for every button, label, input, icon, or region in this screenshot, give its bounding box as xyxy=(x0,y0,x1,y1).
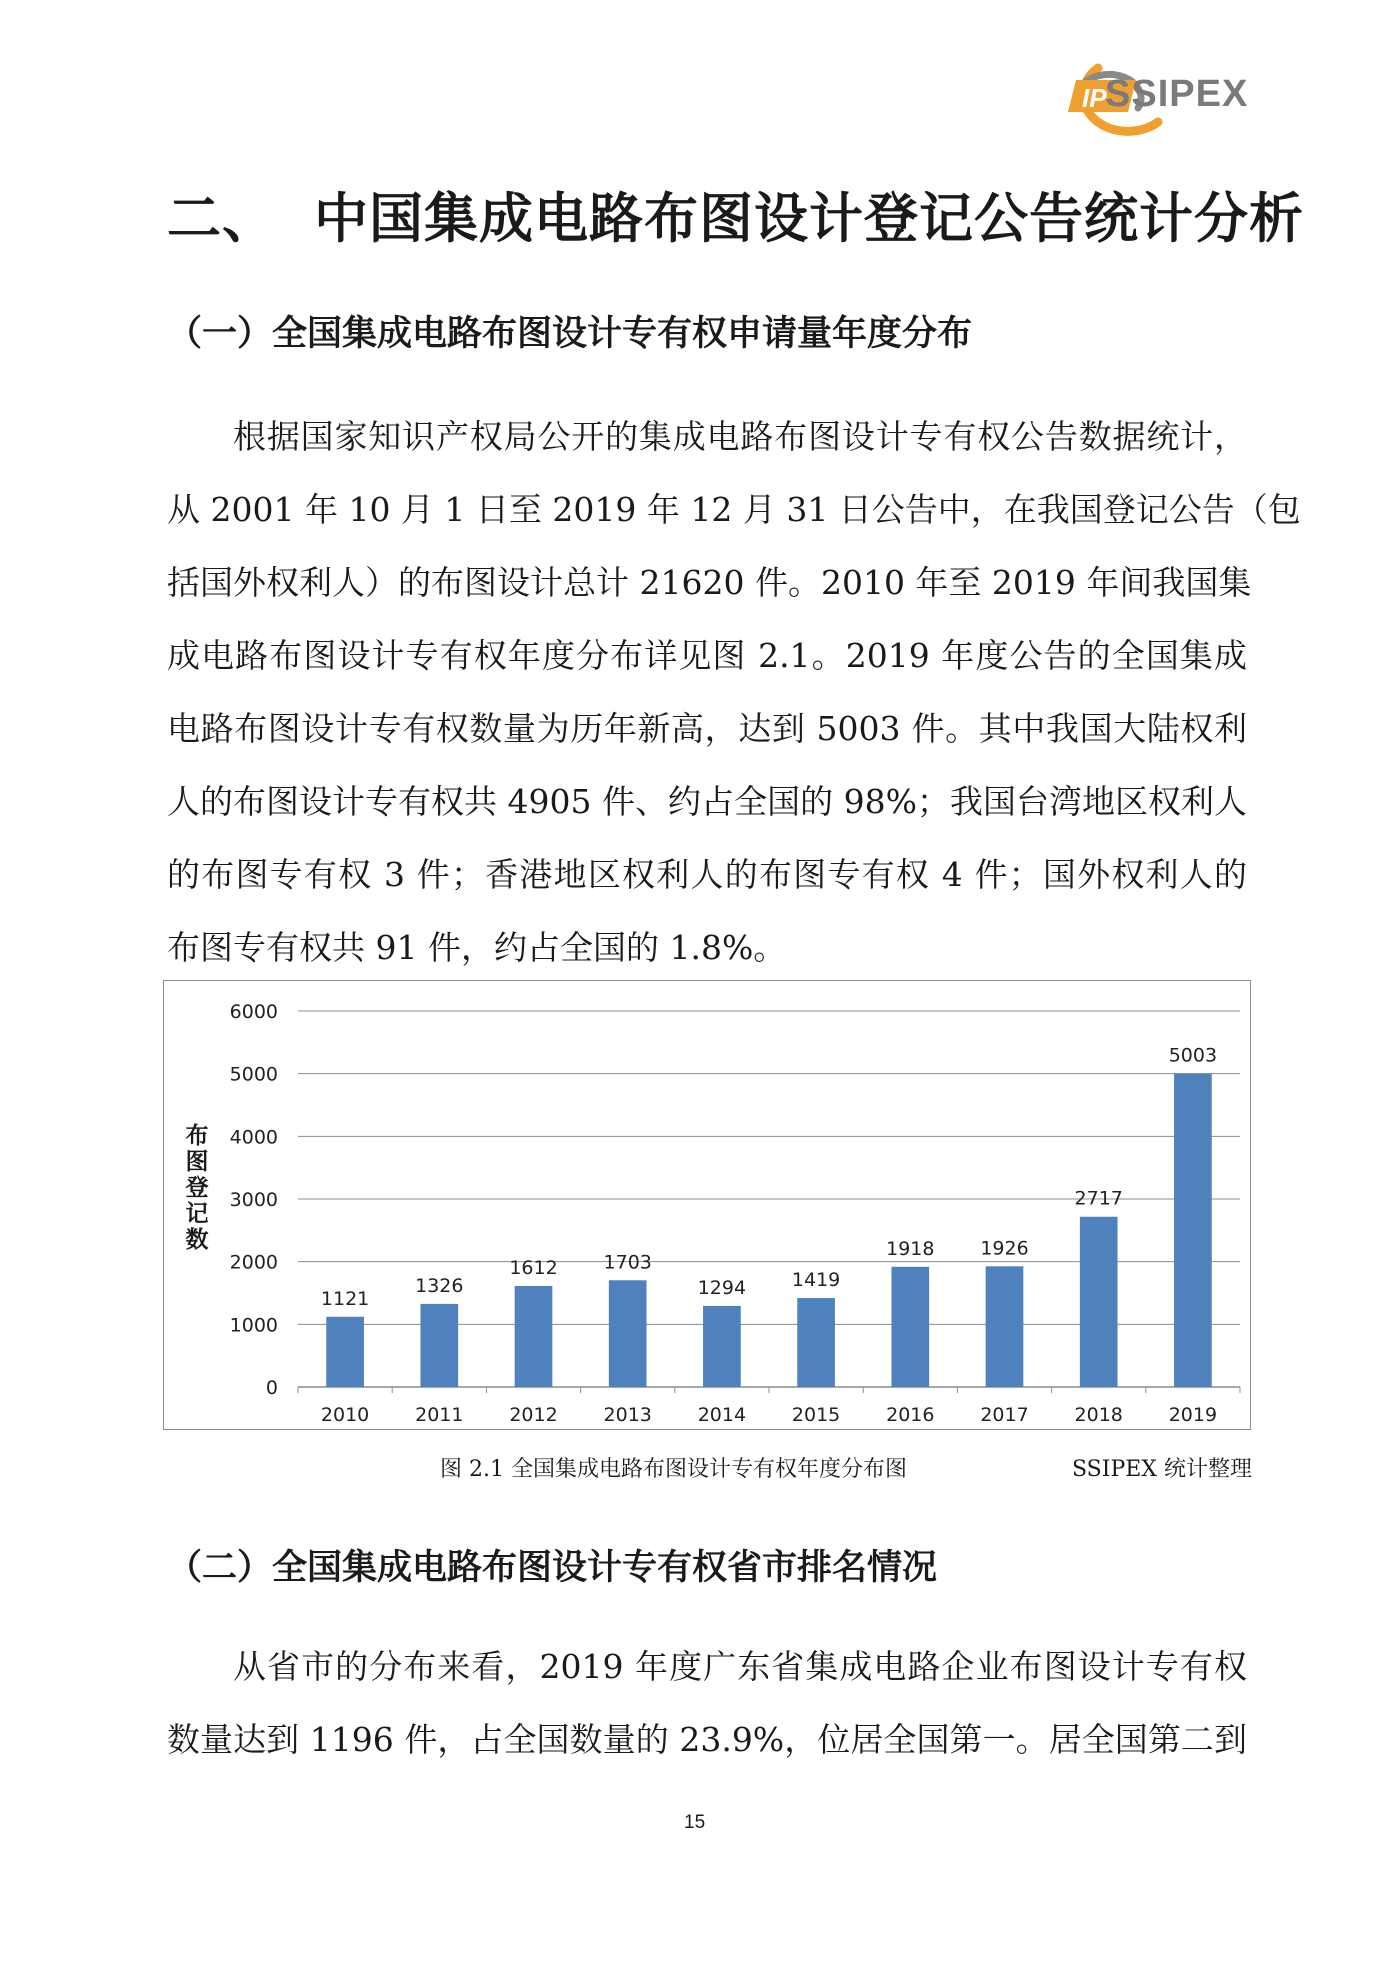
bar xyxy=(891,1267,929,1387)
paragraph-2 xyxy=(167,1630,1247,1776)
bar xyxy=(703,1306,741,1387)
chart-y-axis-label: 布 图 登 记 数 xyxy=(185,1123,209,1253)
y-tick-label: 5000 xyxy=(229,1063,278,1086)
section-number: 二、 xyxy=(167,187,277,250)
x-tick-label: 2012 xyxy=(509,1404,558,1426)
bar xyxy=(986,1266,1024,1387)
paragraph-line: 根据国家知识产权局公开的集成电路布图设计专有权公告数据统计， xyxy=(233,417,1247,456)
paragraph-line: 的布图专有权 3 件；香港地区权利人的布图专有权 4 件；国外权利人的 xyxy=(167,855,1247,894)
section-heading xyxy=(167,176,1304,253)
paragraph-line: 从 2001 年 10 月 1 日至 2019 年 12 月 31 日公告中，在我国登记公告（包 xyxy=(167,490,1301,529)
section-title: 中国集成电路布图设计登记公告统计分析 xyxy=(314,187,1304,250)
subsection-2-heading: （二）全国集成电路布图设计专有权省市排名情况 xyxy=(167,1548,938,1588)
x-tick-label: 2011 xyxy=(415,1404,464,1426)
bar xyxy=(515,1286,553,1387)
paragraph-line: 数量达到 1196 件，占全国数量的 23.9%，位居全国第一。居全国第二到 xyxy=(167,1720,1247,1759)
subsection-1-heading: （一）全国集成电路布图设计专有权申请量年度分布 xyxy=(167,314,973,354)
bar xyxy=(326,1317,364,1387)
data-label: 1419 xyxy=(791,1269,841,1292)
data-label: 1326 xyxy=(415,1274,464,1297)
x-tick-label: 2019 xyxy=(1168,1404,1218,1426)
x-tick-label: 2016 xyxy=(886,1404,935,1426)
paragraph-line: 括国外权利人）的布图设计总计 21620 件。2010 年至 2019 年间我国集 xyxy=(167,563,1252,602)
y-tick-label: 1000 xyxy=(229,1314,278,1337)
x-tick-label: 2013 xyxy=(603,1404,652,1426)
logo-text: SSIPEX xyxy=(1105,73,1249,115)
bar xyxy=(420,1304,458,1387)
paragraph-line: 布图专有权共 91 件，约占全国的 1.8%。 xyxy=(167,928,787,967)
paragraph-line: 从省市的分布来看，2019 年度广东省集成电路企业布图设计专有权 xyxy=(233,1647,1247,1686)
data-label: 5003 xyxy=(1168,1044,1218,1067)
x-tick-label: 2017 xyxy=(980,1404,1029,1426)
paragraph-line: 电路布图设计专有权数量为历年新高，达到 5003 件。其中我国大陆权利 xyxy=(167,709,1247,748)
y-tick-label: 6000 xyxy=(229,1001,278,1023)
data-label: 2717 xyxy=(1074,1187,1123,1210)
bar-chart xyxy=(163,980,1251,1430)
figure-source: SSIPEX 统计整理 xyxy=(1072,1457,1252,1482)
bar xyxy=(609,1280,647,1387)
paragraph-line: 人的布图设计专有权共 4905 件、约占全国的 98%；我国台湾地区权利人 xyxy=(167,782,1247,821)
logo-mark-text: IP xyxy=(1082,83,1107,113)
data-label: 1121 xyxy=(320,1287,370,1310)
bar xyxy=(797,1298,835,1387)
y-tick-label: 4000 xyxy=(229,1126,278,1149)
x-tick-label: 2010 xyxy=(320,1404,370,1426)
figure-caption: 图 2.1 全国集成电路布图设计专有权年度分布图 xyxy=(440,1457,907,1482)
bar xyxy=(1080,1217,1118,1387)
y-tick-label: 2000 xyxy=(229,1251,278,1274)
paragraph-1 xyxy=(167,400,1301,984)
x-tick-label: 2014 xyxy=(697,1404,747,1426)
data-label: 1703 xyxy=(603,1251,652,1274)
bar xyxy=(1174,1073,1212,1387)
y-tick-label: 3000 xyxy=(229,1189,278,1211)
bar-chart-svg xyxy=(164,981,1252,1431)
paragraph-line: 成电路布图设计专有权年度分布详见图 2.1。2019 年度公告的全国集成 xyxy=(167,636,1247,675)
data-label: 1926 xyxy=(980,1237,1029,1260)
data-label: 1918 xyxy=(886,1237,935,1260)
y-tick-label: 0 xyxy=(265,1377,278,1399)
data-label: 1294 xyxy=(697,1276,747,1299)
data-label: 1612 xyxy=(509,1256,558,1279)
x-tick-label: 2015 xyxy=(791,1404,841,1426)
x-tick-label: 2018 xyxy=(1074,1404,1123,1426)
page-number: 15 xyxy=(684,1812,706,1833)
